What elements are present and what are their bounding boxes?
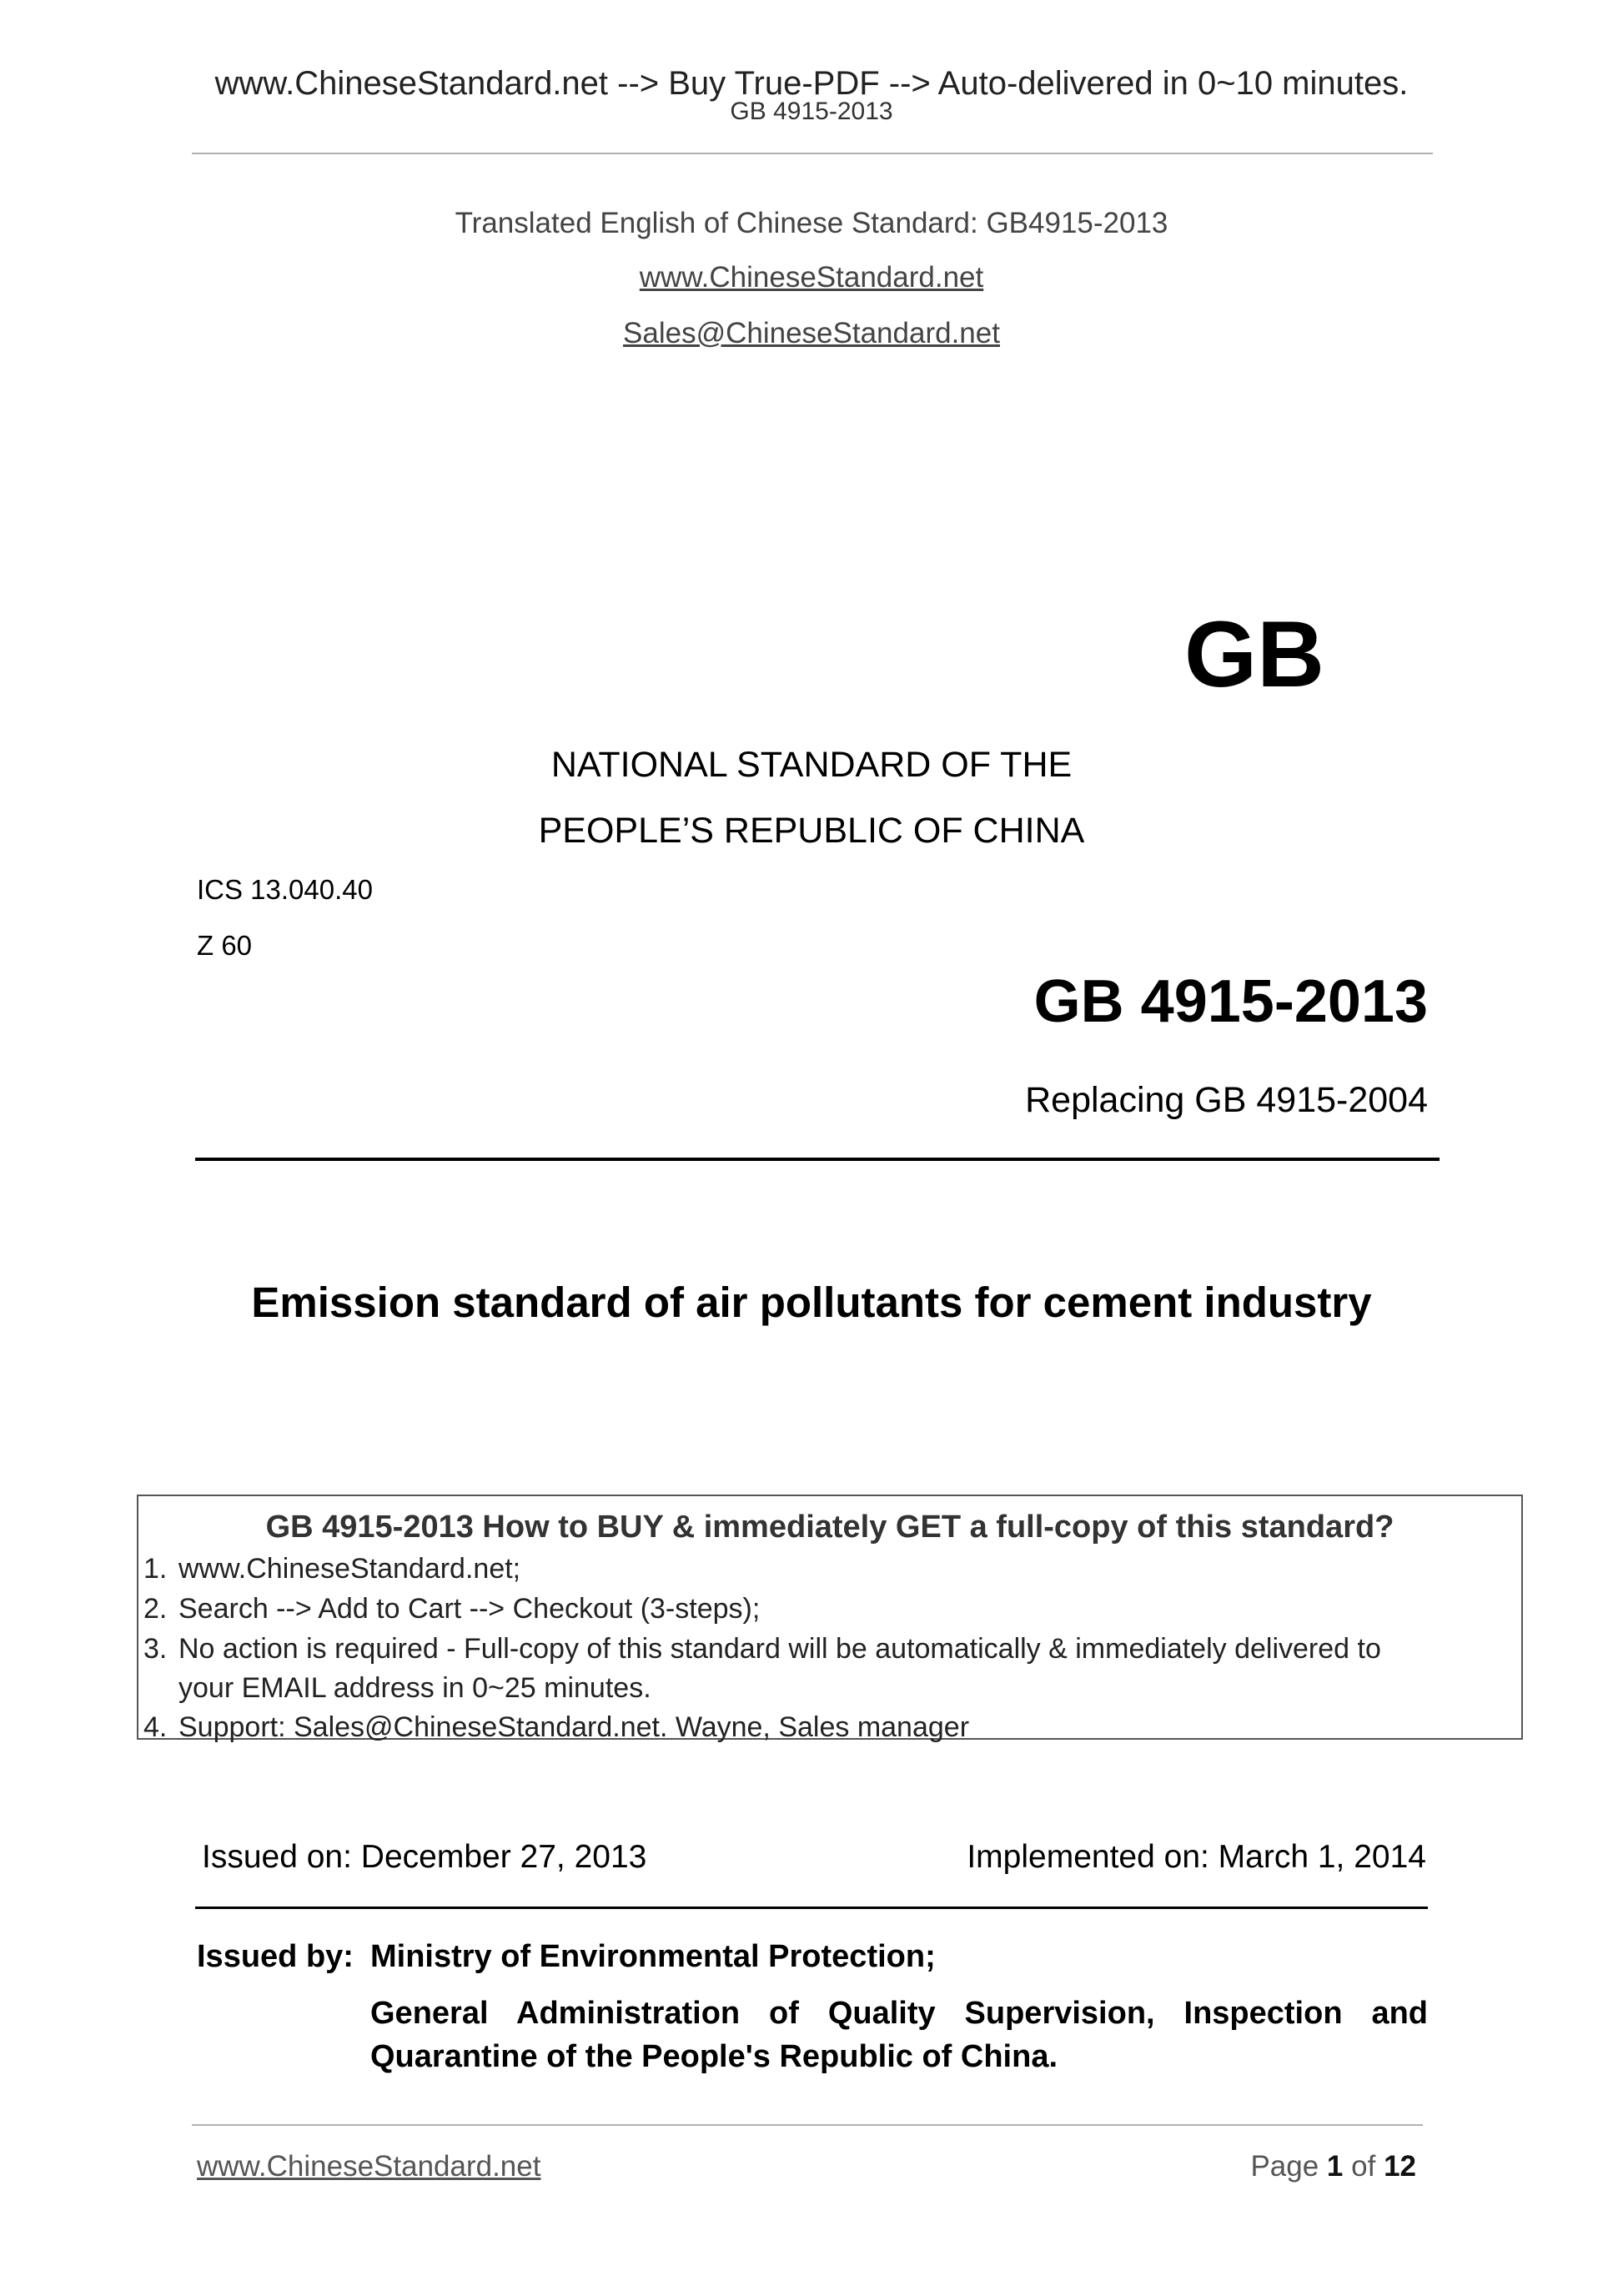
replacing-note: Replacing GB 4915-2004 [1025,1080,1428,1120]
buy-step: 1. www.ChineseStandard.net; [143,1553,521,1585]
issuer-line1: Ministry of Environmental Protection; [370,1939,936,1974]
issued-by-label: Issued by: [197,1939,354,1974]
national-standard-line2: PEOPLE’S REPUBLIC OF CHINA [538,811,1085,851]
issuer-line3: Quarantine of the People's Republic of China. [370,2039,1058,2074]
header-banner: www.ChineseStandard.net --> Buy True-PDF --> Auto-delivered in 0~10 minutes. [214,65,1409,102]
dates-divider [195,1907,1428,1909]
buy-step: your EMAIL address in 0~25 minutes. [178,1672,651,1704]
buy-box-title: GB 4915-2013 How to BUY & immediately GET a full-copy of this standard? [265,1510,1394,1545]
site-link[interactable]: www.ChineseStandard.net [639,261,984,294]
translated-note: Translated English of Chinese Standard: GB4915-2013 [455,207,1168,239]
category-code: Z 60 [197,930,253,961]
buy-step: 4. Support: Sales@ChineseStandard.net. Wayne, Sales manager [143,1711,970,1743]
footer-site-link[interactable]: www.ChineseStandard.net [197,2150,541,2183]
document-title: Emission standard of air pollutants for cement industry [251,1279,1372,1326]
buy-instructions-box [137,1495,1523,1743]
header-divider [192,153,1433,154]
national-standard-line1: NATIONAL STANDARD OF THE [550,745,1073,785]
issued-date: Issued on: December 27, 2013 [202,1839,647,1875]
buy-step: 3. No action is required - Full-copy of this standard will be automatically & immediately delivered to [143,1633,1381,1665]
email-link[interactable]: Sales@ChineseStandard.net [623,317,1000,349]
issuer-line2: General Administration of Quality Supervision, Inspection and [370,1996,1428,2031]
buy-step: 2. Search --> Add to Cart --> Checkout (3-steps); [143,1593,761,1625]
gb-logo: GB [1184,602,1324,706]
footer-divider [192,2124,1423,2126]
standard-number: GB 4915-2013 [1033,968,1428,1035]
title-divider [195,1158,1440,1161]
page-number: Page 1 of 12 [1250,2150,1416,2183]
header-standard-code: GB 4915-2013 [730,98,893,125]
implemented-date: Implemented on: March 1, 2014 [967,1839,1426,1875]
ics-code: ICS 13.040.40 [197,874,373,905]
